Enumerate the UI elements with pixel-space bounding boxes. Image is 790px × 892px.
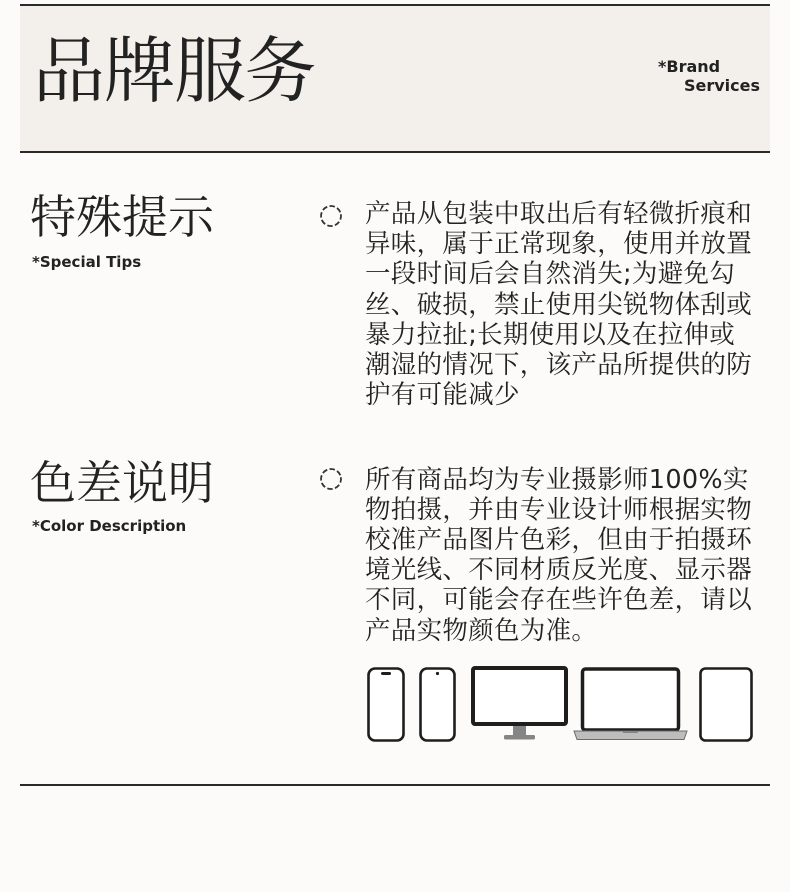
- header-bottom-rule: [20, 151, 770, 153]
- notice-line: 物拍摄，并由专业设计师根据实物: [365, 494, 753, 525]
- dashed-circle: [319, 467, 342, 490]
- notice-line: 所有商品均为专业摄影师100%实: [365, 464, 749, 495]
- tablet-icon: [699, 667, 753, 742]
- page-title: 品牌服务: [33, 29, 316, 113]
- notice-line: 不同，可能会存在些许色差，请以: [365, 585, 753, 616]
- title-en-line1: *Brand: [658, 57, 721, 76]
- phone-camera: [436, 672, 439, 675]
- notice-line: 产品从包装中取出后有轻微折痕和: [365, 199, 753, 229]
- notice-line: 产品实物颜色为准。: [365, 615, 598, 646]
- laptop-icon: [573, 667, 688, 742]
- monitor-icon: [471, 666, 568, 742]
- notice-line: 一段时间后会自然消失;为避免勾: [365, 259, 736, 290]
- monitor-neck: [513, 726, 526, 735]
- phone-body: [421, 669, 455, 741]
- phone-icon: [419, 667, 456, 742]
- phone-notch: [381, 672, 391, 675]
- notice-line: 暴力拉扯;长期使用以及在拉伸或: [365, 319, 736, 350]
- notice-text: [365, 199, 752, 410]
- dashed-circle-icon: [319, 467, 343, 491]
- phone-icon: [367, 667, 405, 742]
- title-en-line2: Services: [683, 76, 760, 95]
- notice-line: 异味，属于正常现象，使用并放置: [365, 229, 753, 260]
- phone-body: [369, 669, 404, 741]
- notice-text: [365, 465, 752, 646]
- dashed-circle-icon: [319, 204, 343, 228]
- section-subheading: *Color Description: [32, 517, 187, 535]
- section-heading: 特殊提示: [30, 190, 214, 244]
- notice-line: 境光线、不同材质反光度、显示器: [365, 555, 753, 586]
- section-subheading: *Special Tips: [32, 253, 142, 271]
- notice-line: 丝、破损，禁止使用尖锐物体刮或: [365, 289, 753, 320]
- monitor-base: [504, 735, 535, 740]
- laptop-notch: [623, 731, 638, 733]
- notice-line: 校准产品图片色彩，但由于拍摄环: [365, 524, 753, 555]
- monitor-screen: [473, 668, 566, 724]
- laptop-screen: [583, 669, 679, 730]
- notice-line: 护有可能减少: [365, 380, 520, 411]
- section-heading: 色差说明: [30, 456, 214, 510]
- notice-line: 潮湿的情况下，该产品所提供的防: [365, 350, 753, 381]
- dashed-circle: [319, 204, 342, 227]
- tablet-body: [701, 669, 752, 741]
- bottom-rule: [20, 784, 770, 786]
